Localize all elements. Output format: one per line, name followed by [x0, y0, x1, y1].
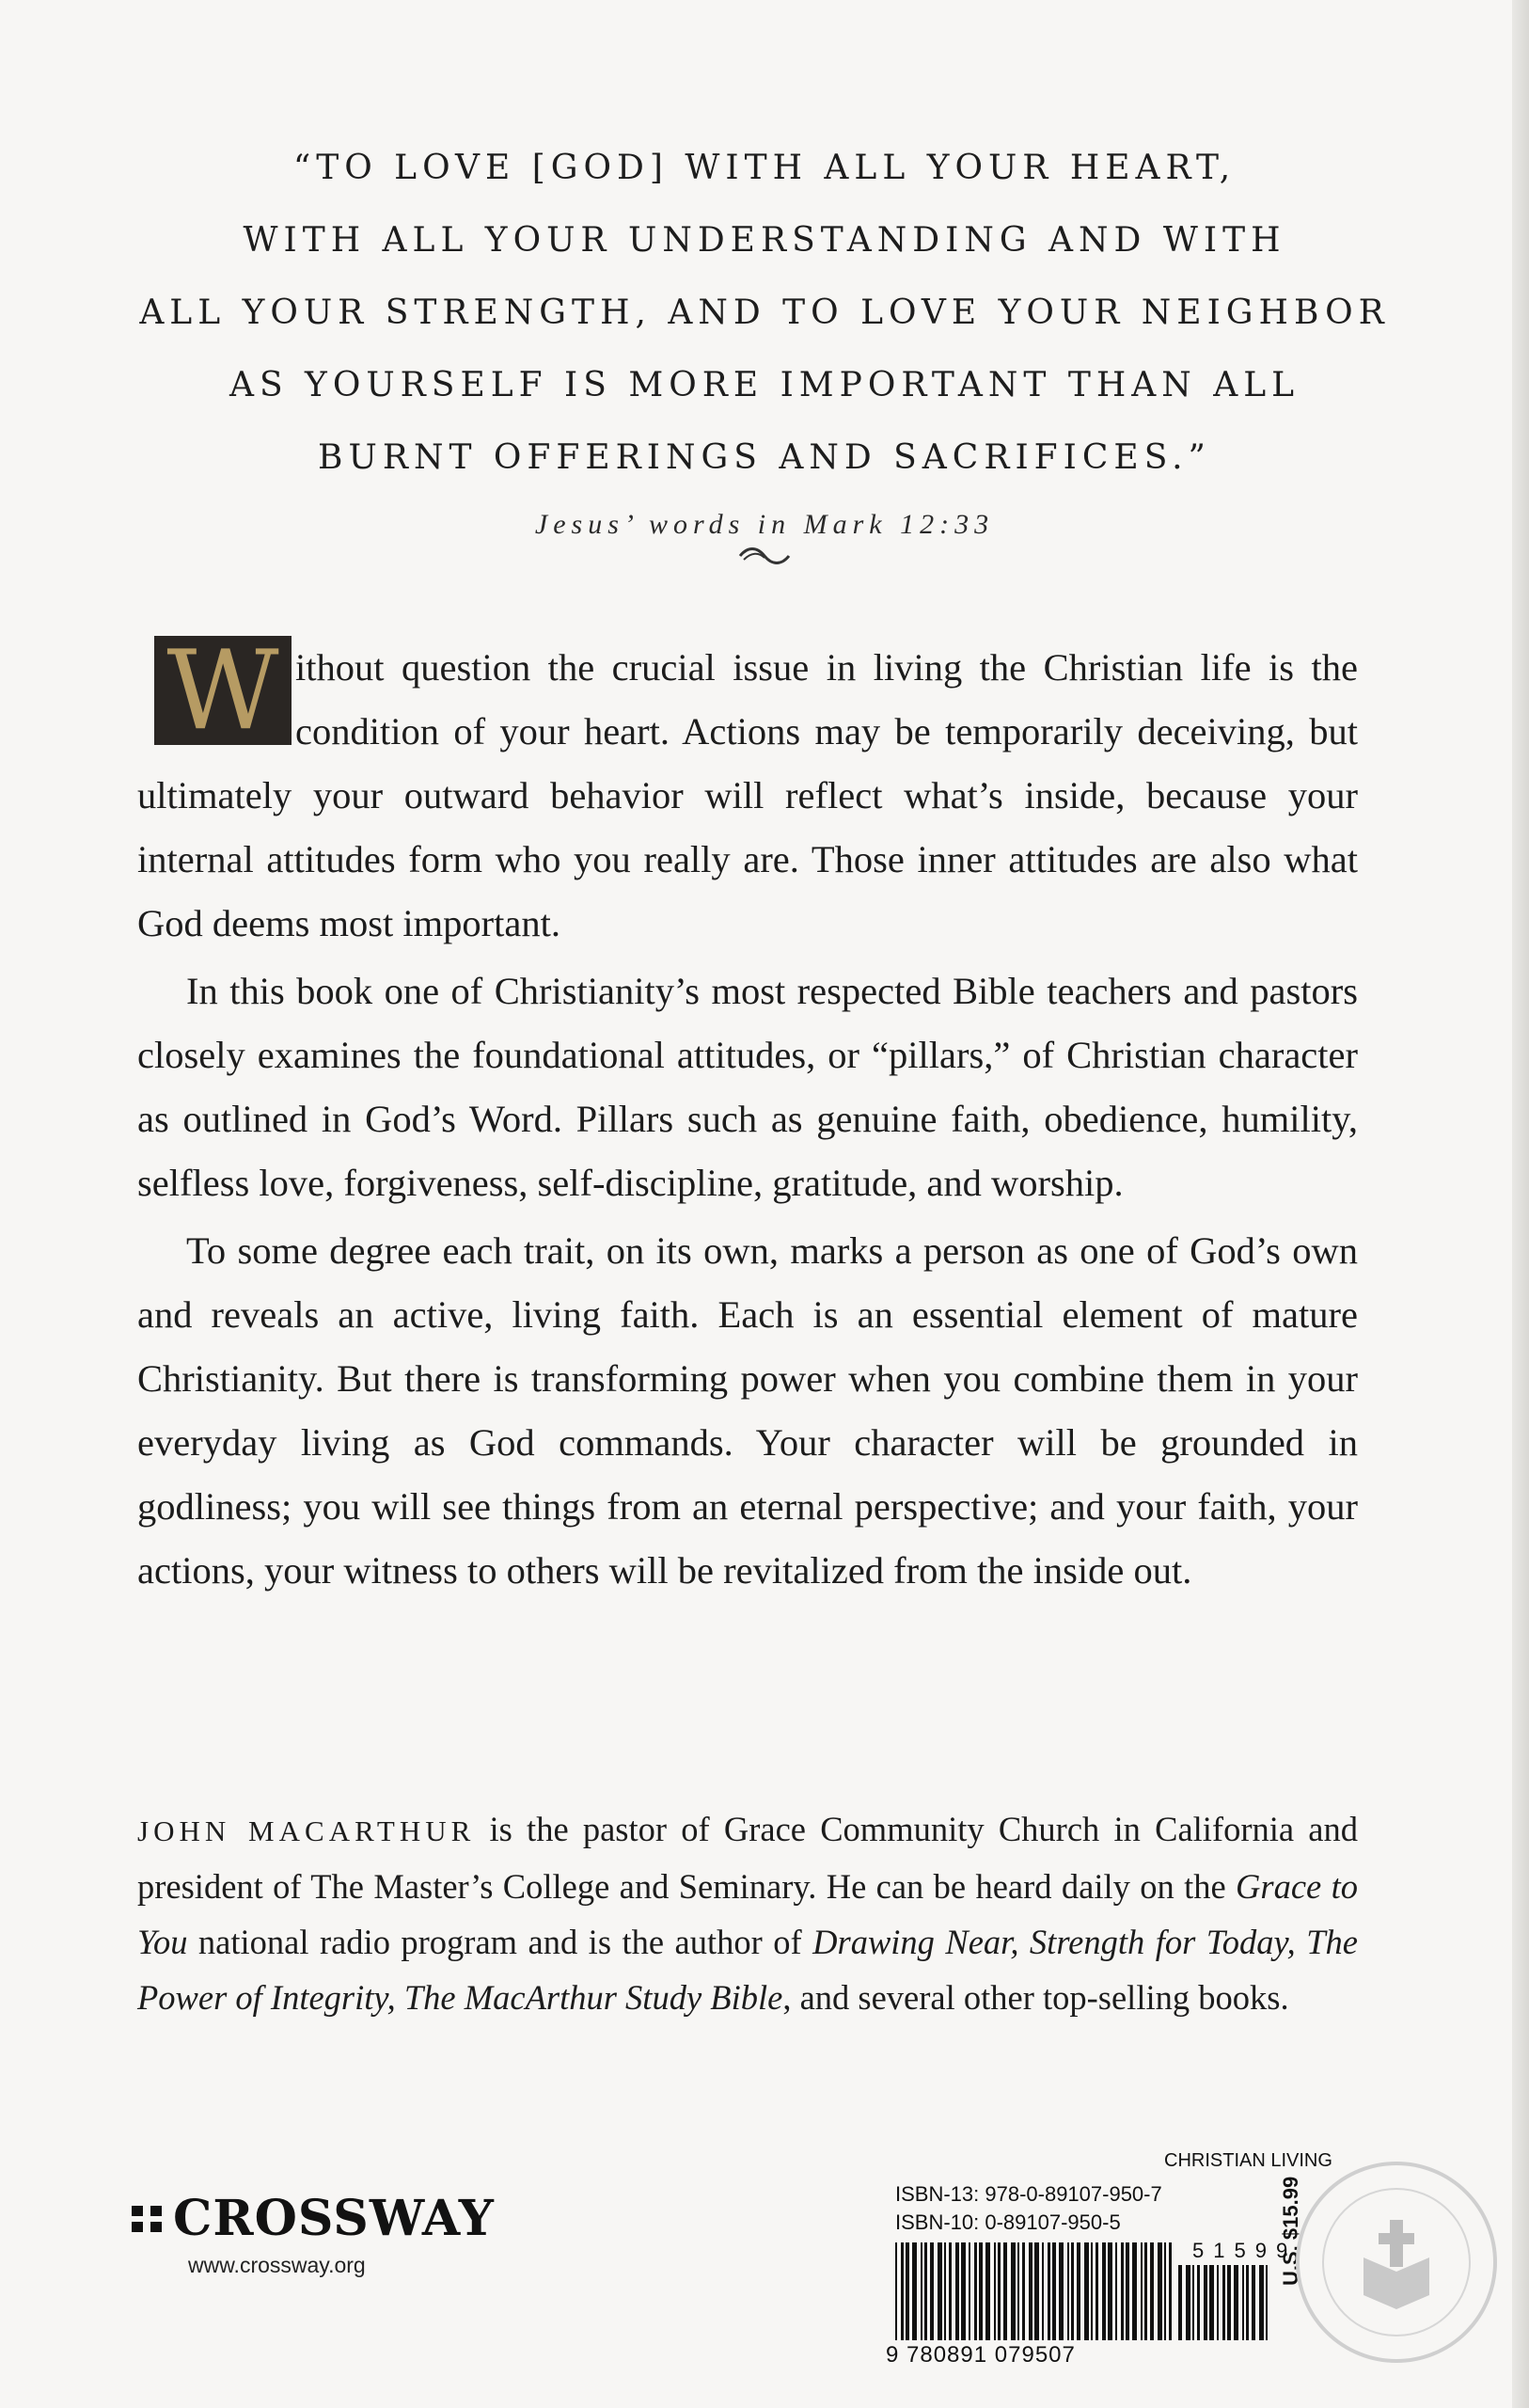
epigraph: [94, 132, 1435, 572]
book-titles: Drawing Near, Strength for Today, The Power of Integrity, The MacArthur Study Bible: [137, 1923, 1358, 2017]
price-barcode-icon: [1178, 2265, 1272, 2340]
isbn-13: ISBN-13: 978-0-89107-950-7: [895, 2182, 1162, 2206]
ornament-icon: [94, 545, 1435, 572]
paragraph: [137, 627, 1358, 956]
bio-text: , and several other top-selling books.: [782, 1978, 1289, 2017]
crossway-mark-icon: [132, 2206, 162, 2232]
bio-text: national radio program and is the author of: [187, 1923, 813, 1961]
price: U.S. $15.99: [1279, 2176, 1302, 2286]
barcode-icon: [895, 2242, 1175, 2340]
category-label: CHRISTIAN LIVING: [1164, 2150, 1332, 2171]
price-code: 51599: [1192, 2239, 1298, 2262]
paragraph: To some degree each trait, on its own, marks a person as one of God’s own and reveals an active, living faith. Each is an essential element of mature Christianity. But there is transforming power when you combine them in your everyday living as God commands. Your character will be grounded in godliness; you will see things from an eternal perspective; and your faith, your actions, your witness to others will be revitalized from the inside out.: [137, 1229, 1358, 1592]
epigraph-line: WITH ALL YOUR UNDERSTANDING AND WITH: [243, 221, 1286, 260]
epigraph-attribution: Jesus’ words in Mark 12:33: [534, 509, 995, 540]
bio-text: is the pastor of Grace Community Church in California and president of The Master’s College and Seminary. He can be heard daily on the: [137, 1810, 1358, 1906]
page-edge: [1512, 0, 1529, 2408]
author-bio: [137, 1801, 1358, 2025]
publisher-name: CROSSWAY: [173, 2190, 495, 2247]
store-stamp-icon: [1288, 2154, 1505, 2370]
epigraph-line: BURNT OFFERINGS AND SACRIFICES.”: [318, 438, 1211, 477]
radio-program-title: Grace to You: [137, 1867, 1358, 1961]
isbn-10: ISBN-10: 0-89107-950-5: [895, 2210, 1121, 2234]
publisher-website: www.crossway.org: [188, 2253, 366, 2277]
publisher-logo: [132, 2190, 495, 2278]
epigraph-line: “TO LOVE [GOD] WITH ALL YOUR HEART,: [292, 149, 1237, 187]
description: [137, 627, 1358, 1607]
epigraph-line: AS YOURSELF IS MORE IMPORTANT THAN ALL: [229, 366, 1300, 404]
author-name: JOHN MACARTHUR: [137, 1814, 476, 1847]
drop-cap: W: [154, 636, 292, 745]
paragraph: In this book one of Christianity’s most respected Bible teachers and pastors closely examines the foundational attitudes, or “pillars,” of Christian character as outlined in God’s Word. Pillars such as genuine faith, obedience, humility, selfless love, forgiveness, self-discipline, gratitude, and worship.: [137, 970, 1358, 1204]
epigraph-line: ALL YOUR STRENGTH, AND TO LOVE YOUR NEIGHBOR: [139, 293, 1390, 332]
barcode-digits: 9 780891 079507: [886, 2342, 1076, 2368]
paragraph-text: ithout question the crucial issue in living the Christian life is the condition of your heart. Actions may be temporarily deceiving, but ultimately your outward behavior will reflect what’s inside, because your internal attitudes form who you really are. Those inner attitudes are also what God deems most important.: [137, 646, 1358, 944]
